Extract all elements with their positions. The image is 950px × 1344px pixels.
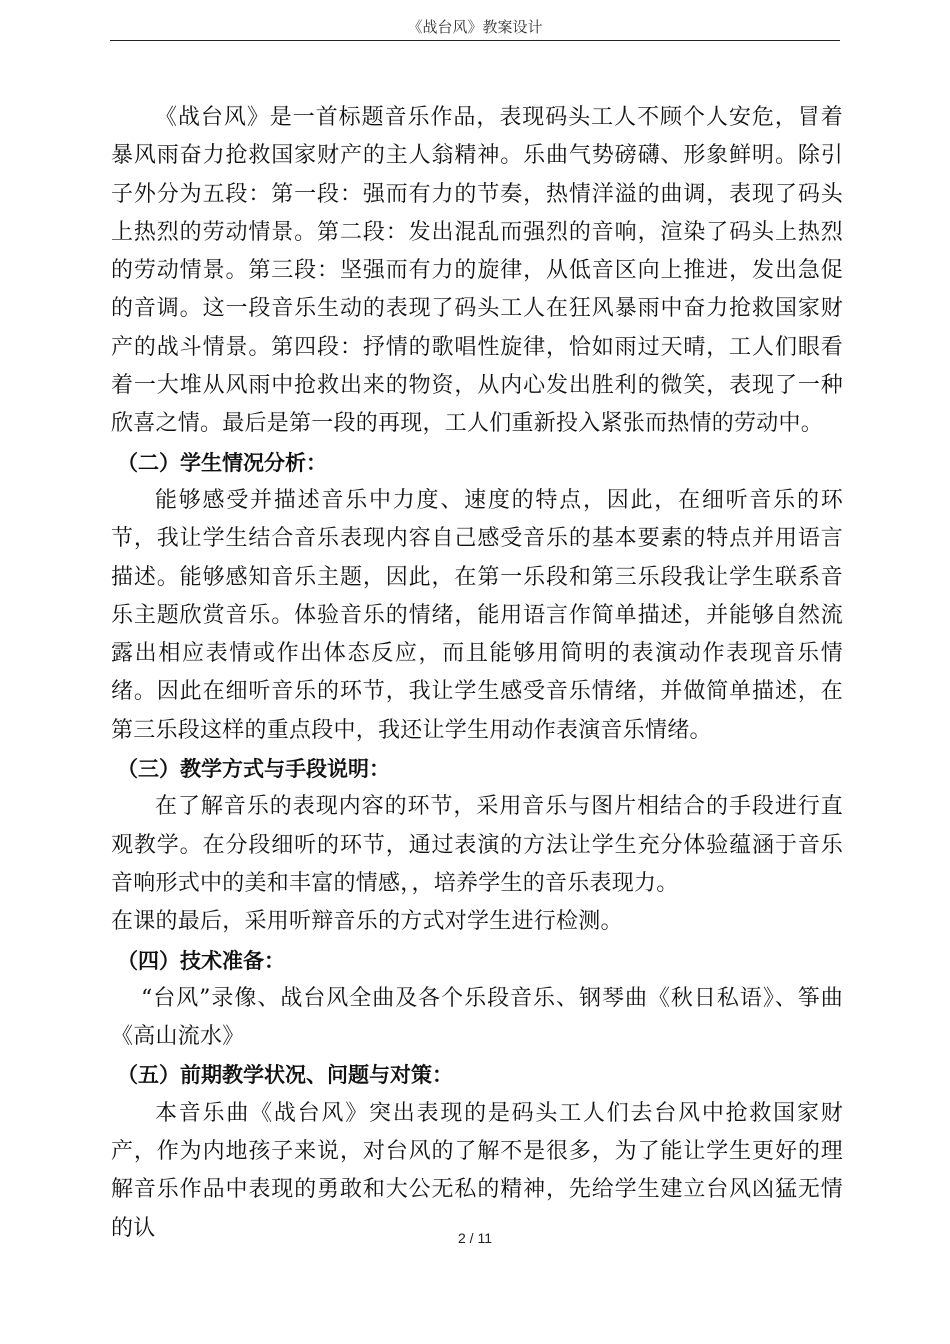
section-2-heading: （二）学生情况分析：	[117, 450, 327, 475]
section-3-heading: （三）教学方式与手段说明：	[117, 757, 390, 782]
document-body	[111, 99, 843, 1248]
section-4-heading: （四）技术准备：	[117, 948, 285, 973]
page-number: 2 / 11	[458, 1230, 492, 1246]
section-3-paragraph-1: 在了解音乐的表现内容的环节，采用音乐与图片相结合的手段进行直观教学。在分段细听的环节，通过表演的方法让学生充分体验蕴涵于音乐音响形式中的美和丰富的情感，，培养学生的音乐表现力。	[111, 794, 843, 896]
section-5-paragraph: 本音乐曲《战台风》突出表现的是码头工人们去台风中抢救国家财产，作为内地孩子来说，对台风的了解不是很多，为了能让学生更好的理解音乐作品中表现的勇敢和大公无私的精神，先给学生建立台风凶猛无情的认	[111, 1100, 843, 1241]
page-header: 《战台风》教案设计	[110, 14, 840, 41]
section-4-paragraph: “台风”录像、战台风全曲及各个乐段音乐、钢琴曲《秋日私语》、筝曲《高山流水》	[111, 985, 843, 1050]
intro-paragraph: 《战台风》是一首标题音乐作品，表现码头工人不顾个人安危，冒着暴风雨奋力抢救国家财产的主人翁精神。乐曲气势磅礴、形象鲜明。除引子外分为五段：第一段：强而有力的节奏，热情洋溢的曲调，表现了码头上热烈的劳动情景。第二段：发出混乱而强烈的音响，渲染了码头上热烈的劳动情景。第三段：坚强而有力的旋律，从低音区向上推进，发出急促的音调。这一段音乐生动的表现了码头工人在狂风暴雨中奋力抢救国家财产的战斗情景。第四段：抒情的歌唱性旋律，恰如雨过天晴，工人们眼看着一大堆从风雨中抢救出来的物资，从内心发出胜利的微笑，表现了一种欣喜之情。最后是第一段的再现，工人们重新投入紧张而热情的劳动中。	[111, 105, 843, 437]
section-3-paragraph-2: 在课的最后，采用听辩音乐的方式对学生进行检测。	[111, 909, 623, 935]
section-5-heading: （五）前期教学状况、问题与对策：	[117, 1063, 453, 1088]
section-2-paragraph: 能够感受并描述音乐中力度、速度的特点，因此，在细听音乐的环节，我让学生结合音乐表现内容自己感受音乐的基本要素的特点并用语言描述。能够感知音乐主题，因此，在第一乐段和第三乐段我让学生联系音乐主题欣赏音乐。体验音乐的情绪，能用语言作简单描述，并能够自然流露出相应表情或作出体态反应，而且能够用简明的表演动作表现音乐情绪。因此在细听音乐的环节，我让学生感受音乐情绪，并做简单描述，在第三乐段这样的重点段中，我还让学生用动作表演音乐情绪。	[111, 487, 843, 743]
